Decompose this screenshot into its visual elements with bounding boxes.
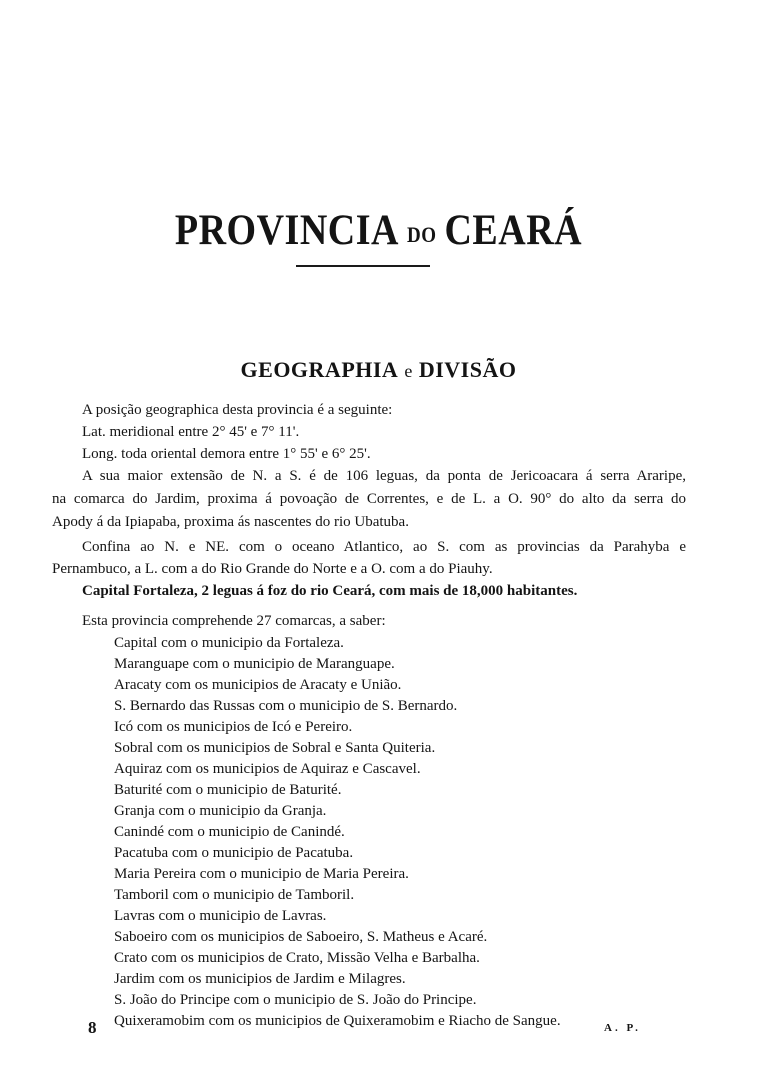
title-connector: DO: [406, 223, 437, 248]
paragraph-position: A posição geographica desta provincia é a seguinte:: [82, 402, 393, 418]
paragraph-borders-line-1: Confina ao N. e NE. com o oceano Atlantico, ao S. com as provincias da Parahyba e: [82, 539, 686, 555]
paragraph-longitude: Long. toda oriental demora entre 1° 55' e 6° 25'.: [82, 446, 371, 462]
list-item: Canindé com o municipio de Canindé.: [114, 824, 345, 840]
list-item: Aracaty com os municipios de Aracaty e União.: [114, 677, 402, 693]
list-item: Saboeiro com os municipios de Saboeiro, S. Matheus e Acaré.: [114, 929, 488, 945]
list-item: Aquiraz com os municipios de Aquiraz e Cascavel.: [114, 761, 421, 777]
paragraph-extension-line-2: na comarca do Jardim, proxima á povoação de Correntes, e de L. a O. 90° do alto da serra do: [52, 491, 686, 507]
list-item: S. João do Principe com o municipio de S. João do Principe.: [114, 992, 477, 1008]
title-province: PROVINCIA: [174, 206, 399, 255]
paragraph-comarcas-intro: Esta provincia comprehende 27 comarcas, a saber:: [82, 613, 386, 629]
list-item: Quixeramobim com os municipios de Quixeramobim e Riacho de Sangue.: [114, 1013, 561, 1029]
section-title-division: DIVISÃO: [418, 357, 517, 382]
section-title: [0, 357, 757, 383]
title-rule-divider: [296, 265, 430, 267]
title-state: CEARÁ: [444, 206, 583, 255]
list-item: Sobral com os municipios de Sobral e Santa Quiteria.: [114, 740, 436, 756]
section-title-geography: GEOGRAPHIA: [240, 357, 399, 382]
list-item: Baturité com o municipio de Baturité.: [114, 782, 342, 798]
list-item: Lavras com o municipio de Lavras.: [114, 908, 327, 924]
list-item: Crato com os municipios de Crato, Missão Velha e Barbalha.: [114, 950, 480, 966]
list-item: Maria Pereira com o municipio de Maria Pereira.: [114, 866, 409, 882]
paragraph-capital: Capital Fortaleza, 2 leguas á foz do rio Ceará, com mais de 18,000 habitantes.: [82, 583, 578, 599]
page-number: 8: [88, 1018, 97, 1037]
list-item: Maranguape com o municipio de Maranguape.: [114, 656, 395, 672]
list-item: Pacatuba com o municipio de Pacatuba.: [114, 845, 354, 861]
paragraph-extension-line-1: A sua maior extensão de N. a S. é de 106 leguas, da ponta de Jericoacara á serra Araripe,: [82, 468, 686, 484]
list-item: Tamboril com o municipio de Tamboril.: [114, 887, 355, 903]
paragraph-borders-line-2: Pernambuco, a L. com a do Rio Grande do Norte e a O. com a do Piauhy.: [52, 561, 493, 577]
page-title: [0, 205, 757, 256]
list-item: Capital com o municipio da Fortaleza.: [114, 635, 344, 651]
paragraph-extension-line-3: Apody á da Ipiapaba, proxima ás nascentes do rio Ubatuba.: [52, 514, 409, 530]
section-title-connector: e: [404, 361, 413, 381]
list-item: S. Bernardo das Russas com o municipio de S. Bernardo.: [114, 698, 458, 714]
list-item: Granja com o municipio da Granja.: [114, 803, 327, 819]
paragraph-latitude: Lat. meridional entre 2° 45' e 7° 11'.: [82, 424, 300, 440]
list-item: Icó com os municipios de Icó e Pereiro.: [114, 719, 353, 735]
printer-signature: A. P.: [604, 1022, 641, 1034]
list-item: Jardim com os municipios de Jardim e Milagres.: [114, 971, 406, 987]
